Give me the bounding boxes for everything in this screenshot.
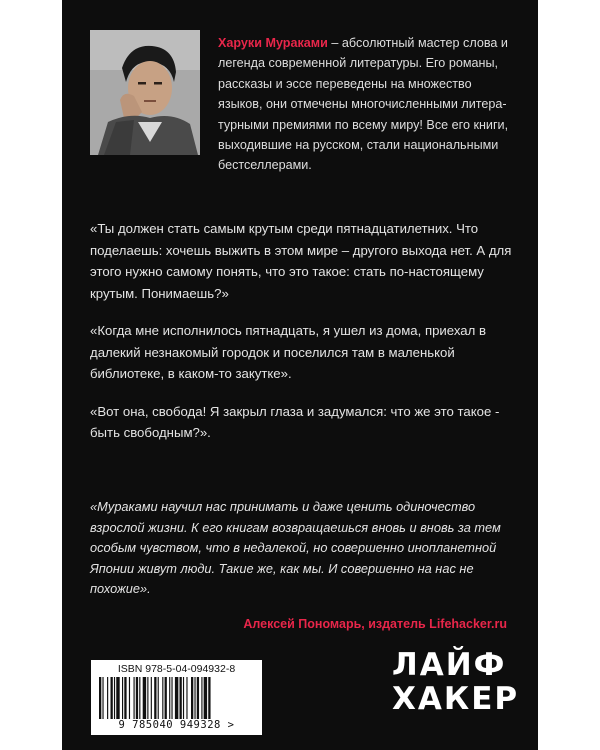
barcode-digits: 9 785040 949328 > (118, 719, 235, 731)
author-name: Харуки Мураками (218, 36, 328, 50)
quote-2: «Когда мне исполнилось пятнадцать, я ушел из дома, приехал в далекий незнакомый городок и поселился там в маленькой библиотеке, в каком-то закутке». (90, 323, 486, 381)
barcode-label (91, 660, 262, 735)
publisher-logo-line-1: ЛАЙФ (392, 647, 507, 683)
publisher-logo-line-2: ХАКЕР (392, 681, 520, 717)
review-attribution: Алексей Пономарь, издатель Lifehacker.ru (243, 617, 507, 631)
author-bio-text: – абсолютный мастер слова и легенда современной литературы. Его романы, рассказы и эссе переведены на множество языков, они отмечены многочисленными литературными премиями по всему миру! Все его книги, выходившие на русском, стали национальными бестселлерами. (218, 36, 509, 173)
review-quote: «Мураками научил нас принимать и даже ценить одиночество взрослой жизни. К его книгам возвращаешься вновь и вновь за тем особым чувством, что в недалекой, но совершенно инопланетной Японии живут люди. Такие же, как мы. И совершенно на нас не похожие». (90, 499, 501, 596)
quote-3: «Вот она, свобода! Я закрыл глаза и задумался: что же это такое - быть свободным?». (90, 403, 500, 440)
quote-1: «Ты должен стать самым крутым среди пятнадцатилетних. Что поделаешь: хочешь выжить в этом мире – другого выхода нет. А для этого нужно самому понять, что это такое: стать по-настоящему крутым. Понимаешь?» (90, 221, 512, 301)
barcode-icon (97, 677, 256, 719)
author-photo (90, 30, 200, 155)
publisher-logo (392, 648, 522, 716)
book-quotes (90, 218, 520, 460)
book-back-cover (62, 0, 538, 750)
author-bio (218, 33, 518, 176)
isbn-number: ISBN 978-5-04-094932-8 (117, 663, 236, 675)
